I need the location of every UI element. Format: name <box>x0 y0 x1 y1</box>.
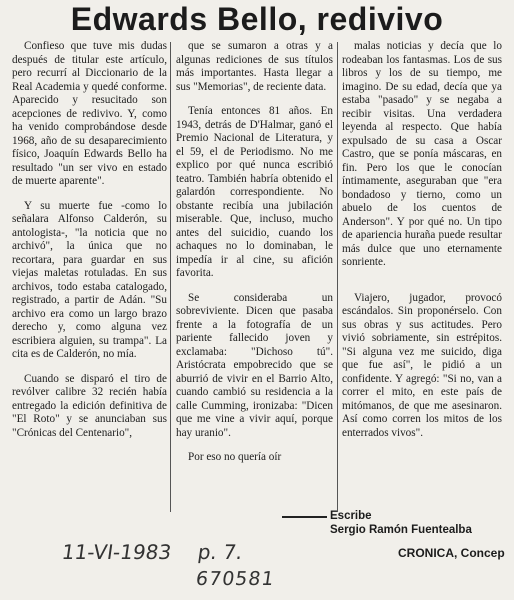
paragraph: que se sumaron a otras y a algunas rediciones de sus títulos más importantes. Hasta llegar a sus "Memorias", de reciente data. <box>176 40 333 93</box>
byline-author: Sergio Ramón Fuentealba <box>330 524 472 536</box>
byline-rule <box>282 516 327 518</box>
paragraph: Por eso no quería oír <box>188 451 282 463</box>
paragraph: Cuando se disparó el tiro de revólver calibre 32 recién había entregado la edición definitiva de "El Roto" y se anunciaban sus "Crónicas del Centenario", <box>12 372 167 439</box>
article-column-1 <box>12 40 167 451</box>
article-headline: Edwards Bello, redivivo <box>70 1 444 37</box>
paragraph: Y su muerte fue -como lo señalara Alfonso Calderón, su antologista-, "la noticia que no archivó", la única que no recortara, para guardar en sus viejas maletas rotuladas. En sus archivos, todo estaba catalogado, registrado, a partir de Adán. "Su archivo era como un largo brazo derecho y, como alguna vez escribiera alguien, su trampa". La cita es de Calderón, no mía. <box>12 199 167 360</box>
column-divider <box>170 42 171 512</box>
paragraph: malas noticias y decía que lo rodeaban los fantasmas. Los de sus libros y los de su tiempo, me imagino. De su edad, decía que ya estaba "pasado" y se negaba a recibir visitas. Una verdadera leyenda al respecto. Que había expulsado de su casa a Oscar Castro, que se ponía máscaras, en fin. Pero los que le conocían íntimamente, aseguraban que "era bondadoso y tierno, como un abuelo de los cuentos de Anderson". Y por qué no. Un tipo de apariencia huraña puede resultar más dulce que uno eternamente sonriente. <box>342 40 502 268</box>
handwritten-archive-number: 670581 <box>194 568 277 590</box>
source-publication: CRONICA, Concep <box>398 546 505 560</box>
byline-label: Escribe <box>330 510 372 522</box>
paragraph: Viajero, jugador, provocó escándalos. Sin proponérselo. Con sus obras y sus actitudes. Pero vivió sobriamente, sin estrépitos. "Si alguna vez me suicido, diga que fue así", le pidió a un confidente. Y agregó: "Si no, van a correr el mito, en este país de mitómanos, de que me asesinaron. Así como corren los mitos de los enterrados vivos". <box>342 291 502 439</box>
paragraph: Tenía entonces 81 años. En 1943, detrás de D'Halmar, ganó el Premio Nacional de Literatura, y el 59, el de Periodismo. No me explico por qué nunca escribió teatro. También habría obtenido el galardón correspondiente. No obstante recibía una jubilación miserable. Que, incluso, mucho antes del suicidio, cuando los achaques no lo dominaban, le impedía ir al cine, su afición favorita. <box>176 105 333 279</box>
article-column-2 <box>176 40 333 476</box>
paragraph: Confieso que tuve mis dudas después de titular este artículo, pero recurrí al Diccionario de la Real Academia y quedé conforme. Aparecido y resucitado son acepciones de redivivo. Y, como ha venido comprobándose desde 1968, año de su desaparecimiento físico, Joaquín Edwards Bello ha resultado "un ser vivo en estado de muerte aparente". <box>12 40 167 187</box>
paragraph: Se consideraba un sobreviviente. Dicen que pasaba frente a la fotografía de un pariente fallecido joven y exclamaba: "Dichoso tú". Aristócrata empobrecido que se aburrió de vivir en el Barrio Alto, cuando cambió su residencia a la calle Cumming, ironizaba: "Dicen que me vine a vivir aquí, porque hay uranio". <box>176 291 333 439</box>
handwritten-page-mark: p. 7. <box>196 540 245 564</box>
column-divider <box>337 42 338 512</box>
handwritten-date: 11-VI-1983 <box>60 540 173 564</box>
article-column-3 <box>342 40 502 451</box>
